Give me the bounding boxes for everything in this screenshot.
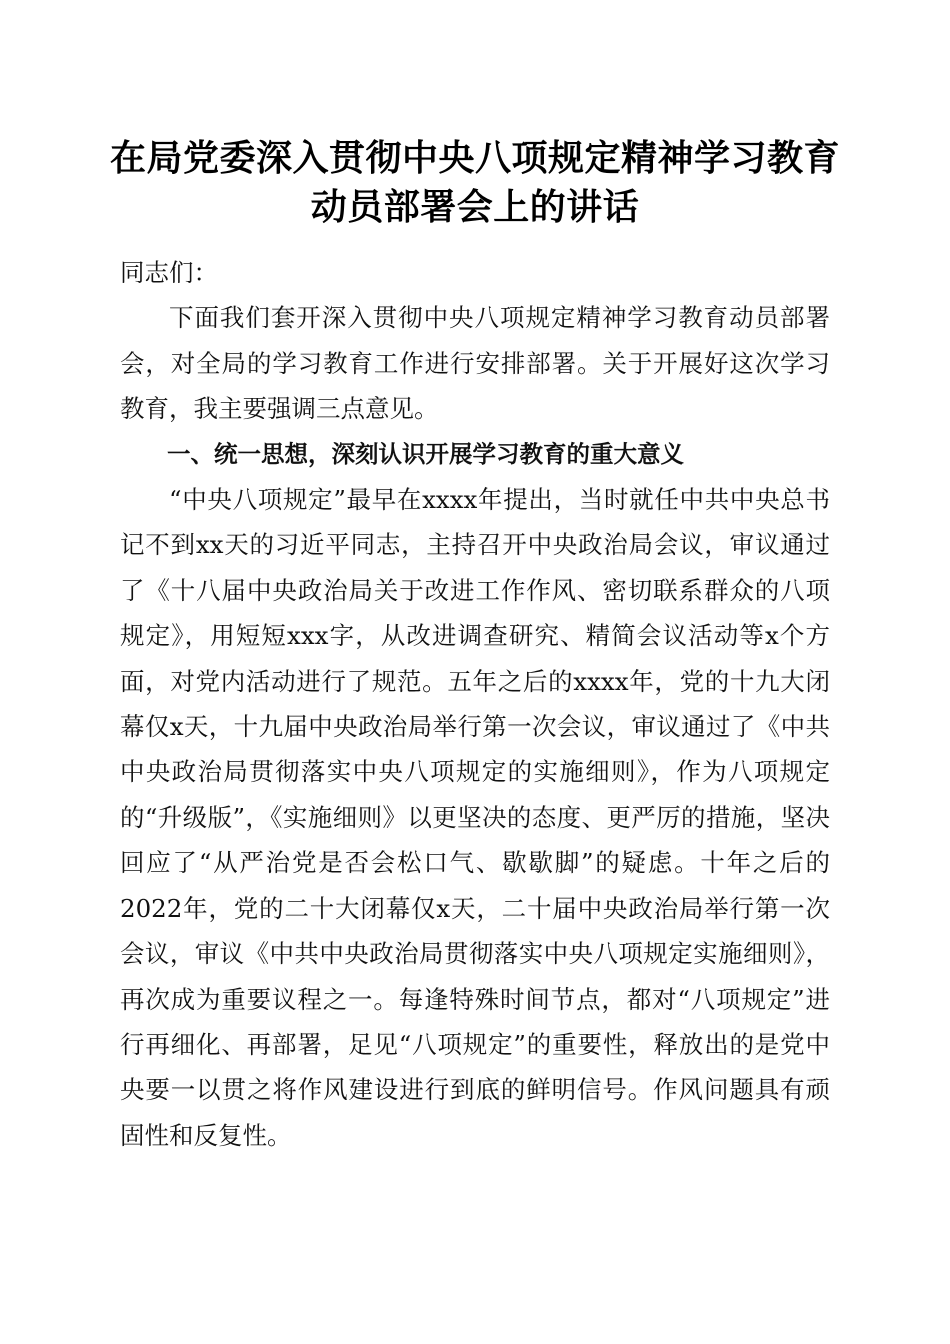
document-body [120, 250, 830, 1158]
section1-paragraph: “中央八项规定”最早在xxxx年提出，当时就任中共中央总书记不到xx天的习近平同志，主持召开中央政治局会议，审议通过了《十八届中央政治局关于改进工作作风、密切联系群众的八项规定》，用短短xxx字，从改进调查研究、精简会议活动等x个方面，对党内活动进行了规范。五年之后的xxxx年，党的十九大闭幕仅x天，十九届中央政治局举行第一次会议，审议通过了《中共中央政治局贯彻落实中央八项规定的实施细则》，作为八项规定的“升级版”，《实施细则》以更坚决的态度、更严厉的措施，坚决回应了“从严治党是否会松口气、歇歇脚”的疑虑。十年之后的2022年，党的二十大闭幕仅x天，二十届中央政治局举行第一次会议，审议《中共中央政治局贯彻落实中央八项规定实施细则》，再次成为重要议程之一。每逢特殊时间节点，都对“八项规定”进行再细化、再部署，足见“八项规定”的重要性，释放出的是党中央要一以贯之将作风建设进行到底的鲜明信号。作风问题具有顽固性和反复性。 [120, 485, 830, 1150]
document-title-line1: 在局党委深入贯彻中央八项规定精神学习教育 [109, 138, 840, 179]
section-heading-1: 一、统一思想，深刻认识开展学习教育的重大意义 [167, 439, 684, 468]
intro-paragraph: 下面我们套开深入贯彻中央八项规定精神学习教育动员部署会，对全局的学习教育工作进行安排部署。关于开展好这次学习教育，我主要强调三点意见。 [120, 303, 830, 424]
salutation: 同志们： [120, 258, 218, 287]
document-title-line2: 动员部署会上的讲话 [310, 187, 640, 228]
